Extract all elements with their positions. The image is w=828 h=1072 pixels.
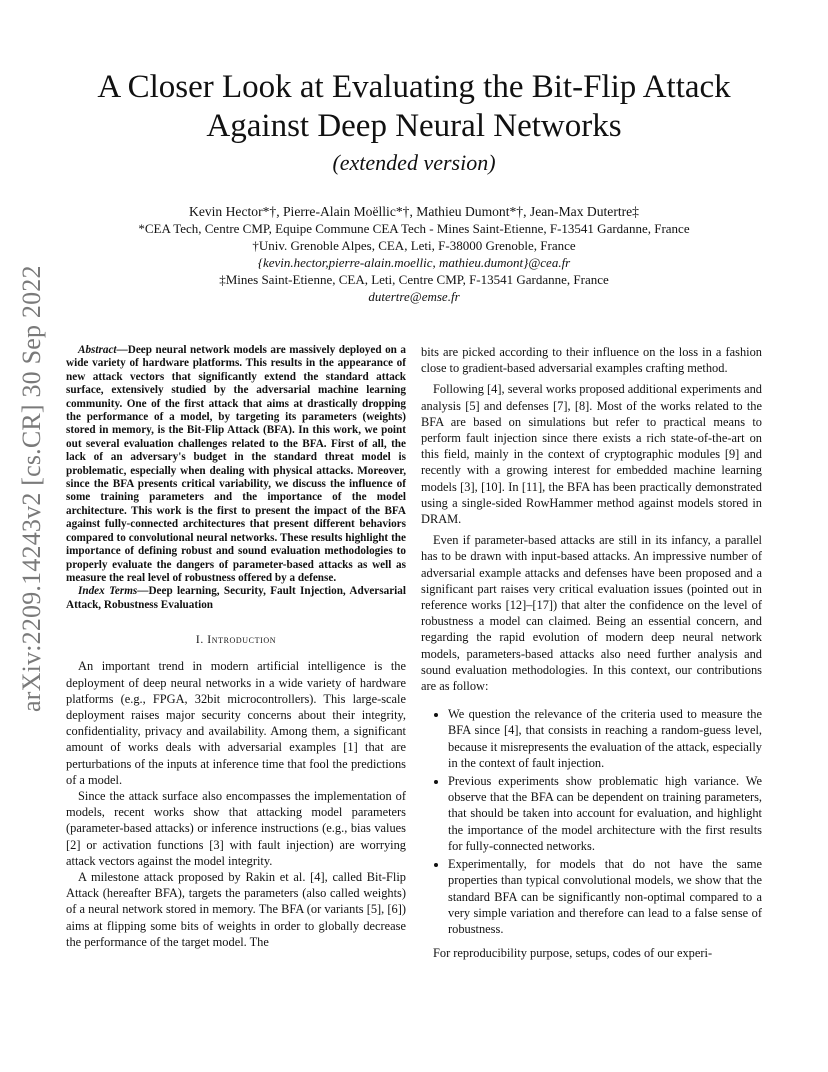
email-cea: {kevin.hector,pierre-alain.moellic, mathieu.dumont}@cea.fr <box>257 255 571 270</box>
title-line-1: A Closer Look at Evaluating the Bit-Flip Attack <box>97 69 731 105</box>
contribution-item: • We question the relevance of the criteria used to measure the BFA since [4], that consists in reaching a random-guess level, because it misrepresents the evaluation of the attack, especially in the context of fault injection. <box>448 706 762 771</box>
right-column <box>421 344 762 961</box>
left-column <box>66 344 406 950</box>
index-terms-label: Index Terms <box>78 585 138 598</box>
intro-paragraph-4: bits are picked according to their influence on the loss in a fashion close to gradient-based adversarial examples crafting method. <box>421 345 762 376</box>
intro-paragraph-3: A milestone attack proposed by Rakin et al. [4], called Bit-Flip Attack (hereafter BFA), targets the parameters (also called weights) of a neural network stored in memory. The BFA (or variants [5], [6]) aims at flipping some bits of weights in order to globally decrease the performance of the target model. The <box>66 869 406 949</box>
affiliation-grenoble: †Univ. Grenoble Alpes, CEA, Leti, F-38000 Grenoble, France <box>252 238 576 253</box>
intro-paragraph-6: Even if parameter-based attacks are still in its infancy, a parallel has to be drawn with input-based attacks. An impressive number of adversarial example attacks and defenses have been proposed and a significant part raises very critical evaluation issues (pointed out in reference works [12]–[17]) that alter the confidence on the level of robustness a model can claimed. Being an essential concern, and regarding the rapid evolution of modern deep neural network models, parameters-based attacks also need further analysis and sound evaluation methodologies. In this context, our contributions are as follow: <box>421 533 762 694</box>
affiliation-mines: ‡Mines Saint-Etienne, CEA, Leti, Centre CMP, F-13541 Gardanne, France <box>219 272 609 287</box>
contribution-item: • Previous experiments show problematic high variance. We observe that the BFA can be dependent on training parameters, that should be taken into account for evaluation, and highlight the importance of the model architecture with the first results for fully-connected networks. <box>448 773 762 854</box>
index-terms <box>66 585 406 612</box>
paper-subtitle: (extended version) <box>332 150 496 175</box>
index-terms-text: —Deep learning, Security, Fault Injection, Adversarial Attack, Robustness Evaluation <box>66 585 406 611</box>
affiliation-cea: *CEA Tech, Centre CMP, Equipe Commune CEA Tech - Mines Saint-Etienne, F-13541 Gardanne, France <box>138 221 690 236</box>
abstract-label: Abstract <box>78 344 117 356</box>
title-line-2: Against Deep Neural Networks <box>206 108 622 144</box>
paper-title <box>60 68 768 146</box>
arxiv-identifier: arXiv:2209.14243v2 [cs.CR] 30 Sep 2022 <box>17 265 46 712</box>
contribution-list <box>421 706 762 937</box>
abstract-text: —Deep neural network models are massively deployed on a wide variety of hardware platforms. This results in the appearance of new attack vectors that significantly extend the standard attack surface, extensively studied by the adversarial machine learning community. One of the first attack that aims at drastically dropping the performance of a model, by targeting its parameters (weights) stored in memory, is the Bit-Flip Attack (BFA). In this work, we point out several evaluation challenges related to the BFA. First of all, the lack of an adversary's budget in the standard threat model is problematic, especially when dealing with physical attacks. Moreover, since the BFA presents critical variability, we discuss the influence of some training parameters and the importance of the model architecture. This work is the first to present the impact of the BFA against fully-connected architectures that present different behaviors compared to convolutional neural networks. These results highlight the importance of defining robust and sound evaluation methodologies to properly evaluate the dangers of parameter-based attacks as well as measure the real level of robustness offered by a defense. <box>66 344 406 584</box>
intro-paragraph-1: An important trend in modern artificial intelligence is the deployment of deep neural networks in a wide variety of hardware platforms (e.g., FPGA, 32bit microcontrollers). This large-scale deployment raises major security concerns about their integrity, confidentiality, privacy and availability. Among them, a significant amount of works deals with adversarial examples [1] that are perturbations of the inputs at inference time that fool the predictions of a model. <box>66 659 406 787</box>
section-heading-introduction: I. Introduction <box>195 634 277 647</box>
intro-paragraph-5: Following [4], several works proposed additional experiments and analysis [5] and defenses [7], [8]. Most of the works related to the BFA are based on simulations but refer to practical means to perform fault injection since there exists a rich state-of-the-art on this field, mainly in the context of cryptographic modules [9] and recently with a growing interest for embedded machine learning models [3], [10]. In [11], the BFA has been practically demonstrated using a single-sided RowHammer method against models stored in DRAM. <box>421 382 762 527</box>
intro-paragraph-2: Since the attack surface also encompasses the implementation of models, recent works show that attacking model parameters (parameter-based attacks) or inference instructions (e.g., bias values [2] or activation functions [3] with fault injection) are worrying attack vectors against the model integrity. <box>66 788 406 868</box>
intro-paragraph-7: For reproducibility purpose, setups, codes of our experi- <box>433 946 713 961</box>
author-list: Kevin Hector*†, Pierre-Alain Moëllic*†, Mathieu Dumont*†, Jean-Max Dutertre‡ <box>189 204 639 219</box>
email-emse: dutertre@emse.fr <box>368 289 460 304</box>
abstract <box>66 344 406 585</box>
contribution-item: • Experimentally, for models that do not have the same properties than typical convolutional models, we show that the standard BFA can be significantly non-optimal compared to a very simple variation and therefore can lead to a false sense of robustness. <box>448 856 762 937</box>
